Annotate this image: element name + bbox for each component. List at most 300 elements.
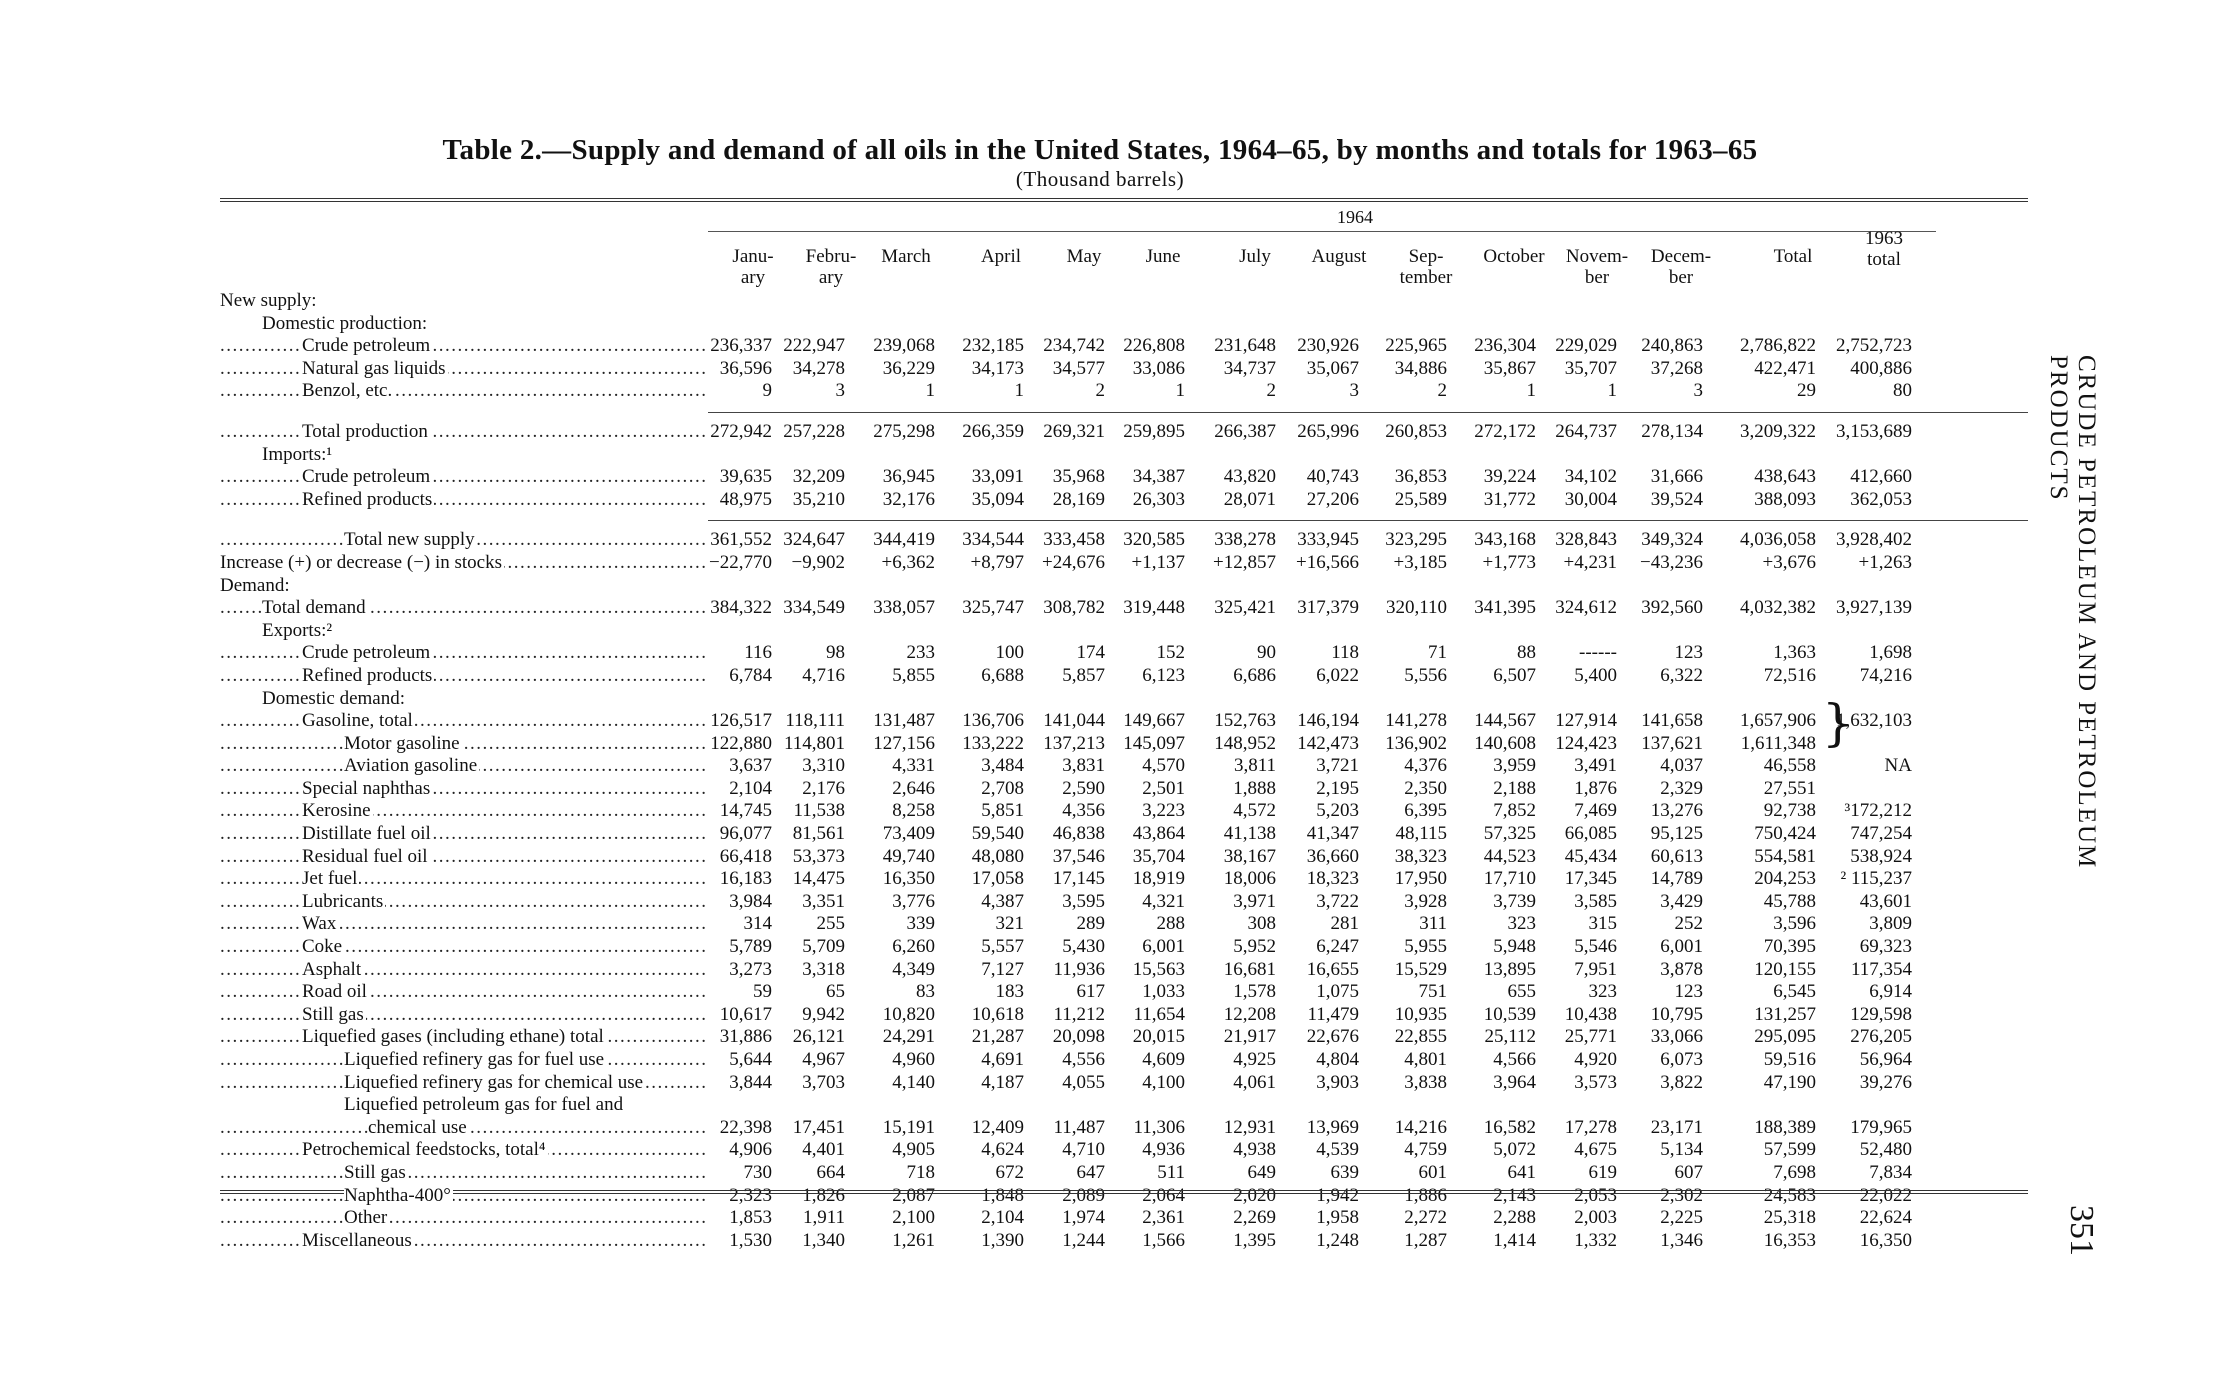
table-cell: 641	[1507, 1161, 1536, 1183]
table-cell: 334,549	[783, 597, 845, 619]
table-cell: 35,704	[1132, 845, 1185, 867]
table-cell: 35,094	[971, 488, 1024, 510]
table-cell: 1,578	[1233, 981, 1276, 1003]
table-cell: 664	[816, 1161, 845, 1183]
table-cell: 4,925	[1233, 1049, 1276, 1070]
table-cell: 127,914	[1555, 710, 1617, 732]
table-cell: 619	[1588, 1161, 1617, 1183]
table-cell: 33,086	[1132, 357, 1185, 379]
row-label	[220, 891, 708, 914]
row-label-text: Demand:	[220, 574, 290, 596]
table-cell: 5,851	[981, 800, 1024, 822]
table-cell: 34,886	[1394, 357, 1447, 379]
column-header: 1963 total	[1865, 228, 1903, 270]
table-cell: 4,801	[1404, 1049, 1447, 1070]
table-cell: 36,596	[719, 357, 772, 379]
table-row	[220, 913, 2028, 936]
table-cell: 11,538	[793, 800, 845, 822]
table-cell: 272,942	[710, 420, 772, 442]
table-cell: 4,061	[1233, 1071, 1276, 1093]
table-cell: 57,599	[1763, 1139, 1816, 1161]
table-cell: 114,801	[783, 732, 845, 754]
table-cell: 92,738	[1763, 800, 1816, 822]
row-label	[220, 710, 708, 733]
row-label-text: Motor gasoline	[344, 732, 460, 754]
table-cell: +12,857	[1213, 551, 1276, 573]
table-cell: 4,055	[1062, 1071, 1105, 1093]
table-cell: 36,853	[1394, 466, 1447, 488]
table-cell: 324,647	[783, 529, 845, 551]
table-cell: 333,945	[1297, 529, 1359, 551]
table-cell: 5,855	[892, 664, 935, 686]
table-cell: 3,318	[802, 958, 845, 980]
table-cell: 22,022	[1859, 1184, 1912, 1206]
table-cell: +24,676	[1042, 551, 1105, 573]
table-cell: 3,928,402	[1836, 529, 1912, 551]
column-header: Febru- ary	[805, 246, 857, 288]
table-cell: 36,660	[1306, 845, 1359, 867]
table-cell: 5,134	[1660, 1139, 1703, 1161]
table-cell: 7,951	[1574, 958, 1617, 980]
table-cell: +1,263	[1858, 551, 1912, 573]
table-row	[220, 665, 2028, 688]
table-cell: 4,566	[1493, 1049, 1536, 1070]
table-cell: 80	[1893, 380, 1912, 402]
row-label	[220, 1117, 708, 1140]
table-cell: 1,886	[1404, 1184, 1447, 1206]
table-cell: 333,458	[1043, 529, 1105, 551]
table-cell: 17,058	[971, 868, 1024, 890]
row-label	[220, 778, 708, 801]
table-cell: 4,967	[802, 1049, 845, 1070]
table-row	[220, 335, 2028, 358]
table-cell: 123	[1674, 981, 1703, 1003]
table-cell: 4,675	[1574, 1139, 1617, 1161]
table-cell: 11,212	[1053, 1003, 1105, 1025]
table-cell: 281	[1330, 913, 1359, 935]
table-cell: 88	[1517, 642, 1536, 664]
table-cell: 90	[1257, 642, 1276, 664]
table-cell: 272,172	[1474, 420, 1536, 442]
table-cell: 3,596	[1773, 913, 1816, 935]
column-header: Novem- ber	[1565, 246, 1629, 288]
top-rule	[220, 198, 2028, 202]
table-cell: 295,095	[1754, 1026, 1816, 1048]
table-cell: 16,350	[1859, 1229, 1912, 1251]
row-label-text: Imports:¹	[262, 443, 333, 465]
row-label	[220, 620, 708, 643]
row-label-text: Total demand	[262, 597, 366, 619]
table-cell: 655	[1507, 981, 1536, 1003]
table-cell: 14,745	[719, 800, 772, 822]
table-cell: 3,927,139	[1836, 597, 1912, 619]
table-cell: +16,566	[1296, 551, 1359, 573]
table-cell: 46,558	[1763, 755, 1816, 777]
table-cell: 3,811	[1233, 755, 1276, 777]
table-cell: 27,551	[1763, 777, 1816, 799]
row-label	[220, 529, 708, 552]
table-cell: 288	[1156, 913, 1185, 935]
table-cell: 10,618	[971, 1003, 1024, 1025]
table-cell: 4,032,382	[1740, 597, 1816, 619]
table-cell: 601	[1418, 1161, 1447, 1183]
table-title-block	[200, 134, 2000, 192]
row-label	[220, 936, 708, 959]
row-label-text: Refined products	[302, 488, 433, 510]
table-cell: 66,085	[1564, 823, 1617, 845]
row-label	[220, 597, 708, 620]
table-cell: 6,247	[1316, 936, 1359, 958]
row-label-text: Miscellaneous	[302, 1229, 412, 1251]
table-cell: 29	[1797, 380, 1816, 402]
table-cell: 46,838	[1052, 823, 1105, 845]
table-cell: 4,140	[892, 1071, 935, 1093]
table-cell: 188,389	[1754, 1116, 1816, 1138]
table-cell: NA	[1884, 755, 1912, 777]
row-label-text: Naphtha-400°	[344, 1184, 451, 1206]
table-cell: 16,183	[719, 868, 772, 890]
table-cell: 6,914	[1869, 981, 1912, 1003]
table-cell: 2,329	[1660, 777, 1703, 799]
table-row	[220, 290, 2028, 313]
table-cell: 1	[1526, 380, 1536, 402]
table-cell: 7,698	[1773, 1161, 1816, 1183]
table-cell: 4,187	[981, 1071, 1024, 1093]
sum-rule	[708, 412, 2028, 413]
table-row	[220, 733, 2028, 756]
table-cell: 17,950	[1394, 868, 1447, 890]
table-cell: 14,789	[1650, 868, 1703, 890]
table-cell: 1,632,103	[1836, 710, 1912, 732]
column-header: October	[1483, 246, 1545, 267]
table-cell: 66,418	[719, 845, 772, 867]
table-cell: 718	[906, 1161, 935, 1183]
table-cell: 116	[744, 642, 772, 664]
table-cell: 12,931	[1223, 1116, 1276, 1138]
table-cell: 1,332	[1574, 1229, 1617, 1251]
table-cell: 25,112	[1484, 1026, 1536, 1048]
table-cell: 3,903	[1316, 1071, 1359, 1093]
table-cell: 538,924	[1850, 845, 1912, 867]
row-label	[220, 358, 708, 381]
table-cell: 52,480	[1859, 1139, 1912, 1161]
table-cell: 3,844	[729, 1071, 772, 1093]
table-cell: 1,698	[1869, 642, 1912, 664]
table-cell: 3,971	[1233, 890, 1276, 912]
table-cell: 1,566	[1142, 1229, 1185, 1251]
table-cell: 1,395	[1233, 1229, 1276, 1251]
row-label	[220, 575, 708, 598]
table-cell: 252	[1674, 913, 1703, 935]
row-label	[220, 1049, 708, 1072]
row-label-text: Liquefied refinery gas for fuel use	[344, 1049, 605, 1070]
table-cell: 6,686	[1233, 664, 1276, 686]
table-cell: 22,624	[1859, 1207, 1912, 1229]
table-cell: 71	[1428, 642, 1447, 664]
table-cell: ------	[1579, 642, 1617, 664]
table-cell: 730	[743, 1161, 772, 1183]
table-cell: 2,100	[892, 1207, 935, 1229]
bottom-rule	[220, 1190, 2028, 1194]
table-cell: 1,363	[1773, 642, 1816, 664]
table-cell: 5,948	[1493, 936, 1536, 958]
table-row	[220, 1026, 2028, 1049]
table-cell: 141,278	[1385, 710, 1447, 732]
row-label	[220, 421, 708, 444]
table-cell: 17,451	[792, 1116, 845, 1138]
table-cell: 1,261	[892, 1229, 935, 1251]
table-cell: 37,546	[1052, 845, 1105, 867]
row-label	[220, 823, 708, 846]
row-label	[220, 1094, 708, 1117]
table-cell: 74,216	[1859, 664, 1912, 686]
table-cell: 319,448	[1123, 597, 1185, 619]
table-cell: 152,763	[1214, 710, 1276, 732]
row-label-text: Refined products	[302, 664, 433, 686]
table-cell: 1,414	[1493, 1229, 1536, 1251]
table-cell: 6,322	[1660, 664, 1703, 686]
table-cell: 4,539	[1316, 1139, 1359, 1161]
table-cell: 3,776	[892, 890, 935, 912]
table-cell: 751	[1418, 981, 1447, 1003]
table-cell: 3,351	[802, 890, 845, 912]
table-row	[220, 1230, 2028, 1253]
table-cell: 392,560	[1641, 597, 1703, 619]
table-cell: 3,209,322	[1740, 420, 1816, 442]
table-cell: 20,015	[1132, 1026, 1185, 1048]
table-cell: 4,570	[1142, 755, 1185, 777]
table-cell: 10,795	[1650, 1003, 1703, 1025]
table-cell: 314	[743, 913, 772, 935]
table-row	[220, 823, 2028, 846]
table-row	[220, 642, 2028, 665]
table-cell: 339	[906, 913, 935, 935]
row-label-text: New supply:	[220, 290, 317, 311]
table-cell: 349,324	[1641, 529, 1703, 551]
table-cell: 2,104	[729, 777, 772, 799]
table-cell: 3,223	[1142, 800, 1185, 822]
table-cell: 28,071	[1223, 488, 1276, 510]
table-cell: 4,759	[1404, 1139, 1447, 1161]
table-cell: 11,306	[1133, 1116, 1185, 1138]
table-cell: 39,224	[1483, 466, 1536, 488]
grouping-brace: }	[1822, 694, 1854, 752]
table-cell: 11,487	[1053, 1116, 1105, 1138]
table-cell: 16,582	[1483, 1116, 1536, 1138]
table-cell: 5,203	[1316, 800, 1359, 822]
table-cell: 278,134	[1641, 420, 1703, 442]
row-label-text: Total new supply	[344, 529, 475, 551]
column-header: Sep- tember	[1399, 246, 1453, 288]
table-cell: 4,349	[892, 958, 935, 980]
table-cell: 672	[995, 1161, 1024, 1183]
table-cell: 2,195	[1316, 777, 1359, 799]
column-header: Janu- ary	[732, 246, 774, 288]
table-cell: 1,075	[1316, 981, 1359, 1003]
table-cell: 34,278	[792, 357, 845, 379]
row-label-text: Jet fuel	[302, 868, 358, 890]
table-cell: 14,475	[792, 868, 845, 890]
table-cell: 3,878	[1660, 958, 1703, 980]
table-cell: 4,936	[1142, 1139, 1185, 1161]
table-cell: 3,809	[1869, 913, 1912, 935]
table-cell: 11,654	[1133, 1003, 1185, 1025]
table-cell: 35,067	[1306, 357, 1359, 379]
table-cell: 16,353	[1763, 1229, 1816, 1251]
table-cell: 37,268	[1650, 357, 1703, 379]
table-cell: 232,185	[962, 335, 1024, 357]
table-cell: 3,703	[802, 1071, 845, 1093]
table-cell: 137,213	[1043, 732, 1105, 754]
row-label	[220, 800, 708, 823]
row-label-text: Kerosine	[302, 800, 371, 822]
row-label-text: Total production	[302, 420, 428, 442]
table-cell: 56,964	[1859, 1049, 1912, 1070]
table-cell: 4,356	[1062, 800, 1105, 822]
table-cell: 325,421	[1214, 597, 1276, 619]
table-cell: 23,171	[1650, 1116, 1703, 1138]
table-cell: 3	[1349, 380, 1359, 402]
table-cell: 388,093	[1754, 488, 1816, 510]
row-label	[220, 755, 708, 778]
table-cell: 4,960	[892, 1049, 935, 1070]
table-cell: 6,001	[1660, 936, 1703, 958]
table-cell: 10,935	[1394, 1003, 1447, 1025]
table-cell: 2,225	[1660, 1207, 1703, 1229]
table-cell: 649	[1247, 1161, 1276, 1183]
row-label-text: Petrochemical feedstocks, total⁴	[302, 1139, 546, 1161]
table-cell: 1,958	[1316, 1207, 1359, 1229]
table-cell: 2,176	[802, 777, 845, 799]
table-cell: 5,952	[1233, 936, 1276, 958]
row-label-text: Other	[344, 1207, 388, 1229]
table-cell: 36,945	[882, 466, 935, 488]
table-cell: 8,258	[892, 800, 935, 822]
table-cell: 554,581	[1754, 845, 1816, 867]
row-label-text: Domestic demand:	[262, 687, 405, 709]
table-cell: 2,350	[1404, 777, 1447, 799]
table-cell: 233	[906, 642, 935, 664]
table-cell: 124,423	[1555, 732, 1617, 754]
table-cell: +1,773	[1482, 551, 1536, 573]
table-cell: 14,216	[1394, 1116, 1447, 1138]
column-header: May	[1066, 246, 1102, 267]
table-cell: 21,287	[971, 1026, 1024, 1048]
table-cell: 24,583	[1763, 1184, 1816, 1206]
table-cell: 36,229	[882, 357, 935, 379]
running-head: CRUDE PETROLEUM AND PETROLEUM PRODUCTS	[2045, 355, 2100, 870]
table-cell: 41,138	[1223, 823, 1276, 845]
table-cell: 308,782	[1043, 597, 1105, 619]
table-cell: 45,434	[1564, 845, 1617, 867]
table-row	[220, 1117, 2028, 1140]
table-cell: 5,546	[1574, 936, 1617, 958]
table-cell: 3,595	[1062, 890, 1105, 912]
row-label	[220, 1230, 708, 1253]
table-cell: 13,895	[1483, 958, 1536, 980]
row-label-text: Crude petroleum	[302, 335, 431, 357]
table-cell: 41,347	[1306, 823, 1359, 845]
table-cell: 98	[826, 642, 845, 664]
table-cell: 35,707	[1564, 357, 1617, 379]
table-cell: 17,710	[1483, 868, 1536, 890]
table-cell: 6,395	[1404, 800, 1447, 822]
table-cell: 1,346	[1660, 1229, 1703, 1251]
table-cell: 17,278	[1564, 1116, 1617, 1138]
table-cell: 2,302	[1660, 1184, 1703, 1206]
table-cell: 3,959	[1493, 755, 1536, 777]
table-cell: 1,848	[981, 1184, 1024, 1206]
table-cell: 43,864	[1132, 823, 1185, 845]
table-cell: 3,637	[729, 755, 772, 777]
column-header: March	[881, 246, 931, 267]
table-cell: 3,585	[1574, 890, 1617, 912]
table-cell: 2,786,822	[1740, 335, 1816, 357]
row-label-text: Still gas	[344, 1161, 406, 1183]
table-cell: 1,248	[1316, 1229, 1359, 1251]
table-cell: 2,269	[1233, 1207, 1276, 1229]
table-cell: 34,173	[971, 357, 1024, 379]
table-row	[220, 688, 2028, 711]
table-cell: 31,772	[1483, 488, 1536, 510]
table-cell: 1,888	[1233, 777, 1276, 799]
table-row	[220, 313, 2028, 336]
table-cell: 338,278	[1214, 529, 1276, 551]
table-cell: 2,188	[1493, 777, 1536, 799]
row-label-text: Asphalt	[302, 958, 362, 980]
row-label-text: chemical use	[368, 1116, 467, 1138]
row-label	[220, 1004, 708, 1027]
table-cell: 31,886	[719, 1026, 772, 1048]
table-row	[220, 1207, 2028, 1230]
table-cell: 6,784	[729, 664, 772, 686]
table-cell: 344,419	[873, 529, 935, 551]
row-label-text: Residual fuel oil	[302, 845, 428, 867]
table-cell: 321	[995, 913, 1024, 935]
table-title: Table 2.—Supply and demand of all oils in the United States, 1964–65, by months and totals for 1963–65	[442, 134, 1758, 166]
table-cell: 27,206	[1306, 488, 1359, 510]
table-cell: 183	[995, 981, 1024, 1003]
table-cell: 747,254	[1850, 823, 1912, 845]
table-cell: 16,350	[882, 868, 935, 890]
table-cell: 174	[1076, 642, 1105, 664]
row-label-text: Still gas	[302, 1003, 364, 1025]
table-cell: 34,577	[1052, 357, 1105, 379]
table-cell: 69,323	[1859, 936, 1912, 958]
table-cell: 1	[1607, 380, 1617, 402]
row-label-text: Exports:²	[262, 619, 333, 641]
table-cell: 6,073	[1660, 1049, 1703, 1070]
table-cell: 412,660	[1850, 466, 1912, 488]
table-cell: 343,168	[1474, 529, 1536, 551]
table-cell: 3	[835, 380, 845, 402]
table-cell: 20,098	[1052, 1026, 1105, 1048]
table-cell: 4,572	[1233, 800, 1276, 822]
table-cell: 257,228	[783, 420, 845, 442]
table-cell: 53,373	[792, 845, 845, 867]
table-cell: 43,820	[1223, 466, 1276, 488]
row-label	[220, 688, 708, 711]
table-cell: 1,390	[981, 1229, 1024, 1251]
table-cell: 6,545	[1773, 981, 1816, 1003]
row-label-text: Special naphthas	[302, 777, 431, 799]
table-cell: 2,501	[1142, 777, 1185, 799]
table-row	[220, 710, 2028, 733]
table-cell: 131,487	[873, 710, 935, 732]
row-label	[220, 290, 708, 313]
table-cell: 3,722	[1316, 890, 1359, 912]
table-cell: 24,291	[882, 1026, 935, 1048]
